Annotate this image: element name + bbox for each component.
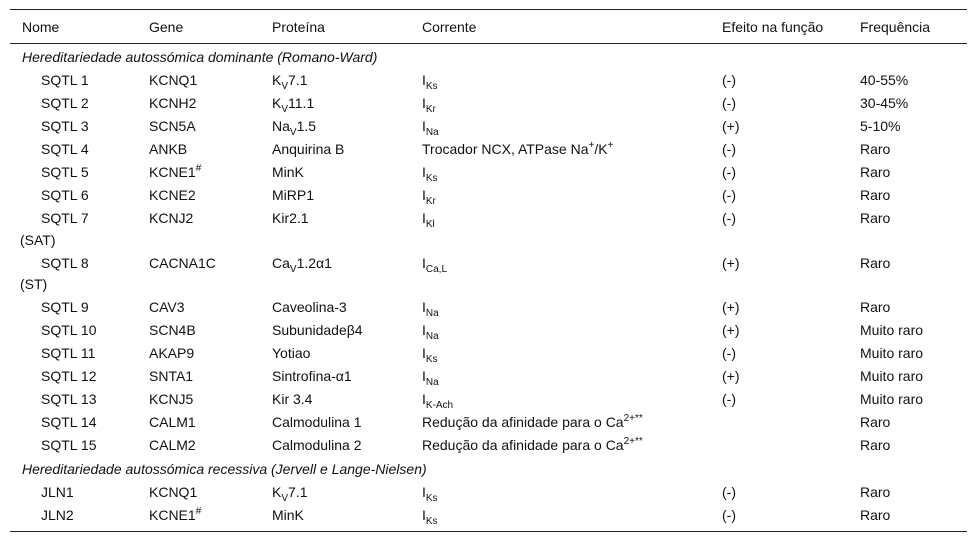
cell-proteina: Calmodulina 2 (272, 437, 362, 453)
table-top-rule (10, 9, 967, 10)
table-row (0, 94, 976, 117)
cell-gene: ANKB (149, 141, 188, 157)
cell-nome: SQTL 12 (41, 368, 97, 384)
cell-proteina: $K_V7.1$ (272, 484, 308, 504)
table-row (0, 140, 976, 163)
cell-nome: SQTL 14 (41, 414, 97, 430)
cell-nome: SQTL 9 (41, 299, 89, 315)
cell-proteina: MinK (272, 164, 304, 180)
table-row (0, 436, 976, 459)
cell-efeito: (-) (722, 210, 736, 226)
table-row (0, 390, 976, 413)
table-row (0, 483, 976, 506)
cell-corrente: $I_{Kr}$ (422, 187, 436, 207)
cell-frequencia: Raro (860, 141, 891, 157)
cell-frequencia: Raro (860, 507, 891, 523)
cell-efeito: (-) (722, 164, 736, 180)
cell-corrente: $I_{Na}$ (422, 299, 439, 319)
cell-proteina: Subunidadeβ4 (272, 322, 363, 338)
table-row (0, 71, 976, 94)
cell-frequencia: Raro (860, 210, 891, 226)
cell-proteina: Kir 3.4 (272, 391, 313, 407)
cell-corrente: $I_{Ca,L}$ (422, 255, 448, 275)
section-heading-recessive: Hereditariedade autossómica recessiva (Jervell e Lange-Nielsen) (22, 461, 427, 477)
cell-proteina: Calmodulina 1 (272, 414, 362, 430)
table-header-rule (10, 43, 967, 44)
cell-gene: CACNA1C (149, 255, 216, 271)
cell-frequencia: Raro (860, 414, 891, 430)
table-row (0, 413, 976, 436)
cell-proteina: Anquirina B (272, 141, 345, 157)
cell-proteina: $Ca_V1.2\alpha 1$ (272, 255, 332, 275)
cell-efeito: (-) (722, 507, 736, 523)
cell-frequencia: Muito raro (860, 322, 924, 338)
cell-efeito: (+) (722, 255, 740, 271)
cell-gene: SCN4B (149, 322, 196, 338)
cell-gene: SCN5A (149, 118, 196, 134)
header-gene: Gene (149, 19, 184, 35)
cell-nome-note: (SAT) (20, 232, 56, 248)
cell-efeito: (+) (722, 368, 740, 384)
header-frequencia: Frequência (860, 19, 931, 35)
cell-gene: KCNJ2 (149, 210, 194, 226)
cell-nome: SQTL 11 (41, 345, 96, 361)
cell-gene: AKAP9 (149, 345, 195, 361)
cell-nome: SQTL 1 (41, 72, 89, 88)
cell-corrente: $I_{Ks}$ (422, 484, 438, 504)
cell-corrente: Redução da afinidade para o $Ca^{2+**}$ (422, 413, 643, 430)
cell-corrente: $I_{Ks}$ (422, 345, 438, 365)
table-row (0, 163, 976, 186)
cell-gene: KCNQ1 (149, 484, 198, 500)
cell-efeito: (-) (722, 95, 736, 111)
cell-proteina: $K_V11.1$ (272, 95, 315, 115)
cell-proteina: $Na_V1.5$ (272, 118, 317, 138)
cell-frequencia: 30-45% (860, 95, 909, 111)
cell-frequencia: Raro (860, 164, 891, 180)
cell-efeito: (-) (722, 141, 736, 157)
cell-efeito: (-) (722, 187, 736, 203)
table-bottom-rule (10, 531, 967, 532)
cell-frequencia: Raro (860, 437, 891, 453)
cell-gene: SNTA1 (149, 368, 194, 384)
cell-nome: SQTL 7 (41, 210, 89, 226)
cell-efeito: (-) (722, 345, 736, 361)
cell-proteina: Kir2.1 (272, 210, 309, 226)
cell-gene: KCNE1# (149, 506, 202, 523)
cell-nome: SQTL 15 (41, 437, 97, 453)
cell-efeito: (-) (722, 72, 736, 88)
cell-nome: SQTL 5 (41, 164, 89, 180)
cell-nome: SQTL 4 (41, 141, 89, 157)
cell-corrente: $I_{Ks}$ (422, 507, 438, 527)
header-proteina: Proteína (272, 19, 325, 35)
cell-corrente: Trocador NCX, ATPase Na+/K+ (422, 140, 614, 157)
cell-nome: SQTL 2 (41, 95, 89, 111)
cell-frequencia: Raro (860, 484, 891, 500)
cell-proteina: Sintrofina-α1 (272, 368, 352, 384)
cell-gene: KCNH2 (149, 95, 197, 111)
header-efeito: Efeito na função (722, 19, 824, 35)
cell-frequencia: Raro (860, 255, 891, 271)
cell-nome: SQTL 13 (41, 391, 97, 407)
cell-corrente: $I_{Ks}$ (422, 164, 438, 184)
cell-proteina: MiRP1 (272, 187, 315, 203)
cell-gene: CAV3 (149, 299, 185, 315)
cell-frequencia: Muito raro (860, 391, 924, 407)
table-row (0, 209, 976, 232)
table-row (0, 254, 976, 277)
cell-frequencia: 40-55% (860, 72, 909, 88)
cell-nome: JLN1 (41, 484, 74, 500)
cell-efeito: (+) (722, 118, 740, 134)
table-row (0, 321, 976, 344)
cell-gene: CALM1 (149, 414, 196, 430)
cell-corrente: $I_{Kl}$ (422, 210, 435, 230)
cell-frequencia: Muito raro (860, 345, 924, 361)
table-row (0, 298, 976, 321)
cell-proteina: Yotiao (272, 345, 311, 361)
cell-corrente: Redução da afinidade para o $Ca^{2+**}$ (422, 436, 643, 453)
cell-proteina: $K_V7.1$ (272, 72, 308, 92)
cell-corrente: $I_{Na}$ (422, 118, 439, 138)
cell-corrente: $I_{K-Ach}$ (422, 391, 454, 411)
header-corrente: Corrente (422, 19, 477, 35)
cell-corrente: $I_{Na}$ (422, 368, 439, 388)
cell-proteina: MinK (272, 507, 304, 523)
cell-efeito: (+) (722, 299, 740, 315)
cell-frequencia: Raro (860, 299, 891, 315)
cell-corrente: $I_{Na}$ (422, 322, 439, 342)
table-row (0, 367, 976, 390)
cell-proteina: Caveolina-3 (272, 299, 347, 315)
cell-nome: SQTL 6 (41, 187, 89, 203)
cell-nome: SQTL 3 (41, 118, 89, 134)
cell-gene: KCNQ1 (149, 72, 198, 88)
cell-nome: SQTL 8 (41, 255, 89, 271)
cell-frequencia: 5-10% (860, 118, 901, 134)
cell-nome: SQTL 10 (41, 322, 97, 338)
cell-frequencia: Muito raro (860, 368, 924, 384)
cell-gene: KCNE2 (149, 187, 196, 203)
cell-gene: KCNE1# (149, 163, 202, 180)
cell-efeito: (-) (722, 391, 736, 407)
cell-corrente: $I_{Kr}$ (422, 95, 436, 115)
table-row (0, 506, 976, 529)
section-heading-dominant: Hereditariedade autossómica dominante (Romano-Ward) (22, 49, 378, 65)
header-nome: Nome (22, 19, 60, 35)
table-header-row (0, 18, 976, 41)
cell-nome: JLN2 (41, 507, 74, 523)
cell-corrente: $I_{Ks}$ (422, 72, 438, 92)
table-row (0, 117, 976, 140)
cell-efeito: (+) (722, 322, 740, 338)
table-row (0, 186, 976, 209)
cell-gene: CALM2 (149, 437, 196, 453)
cell-gene: KCNJ5 (149, 391, 194, 407)
cell-frequencia: Raro (860, 187, 891, 203)
cell-nome-note: (ST) (20, 276, 48, 292)
cell-efeito: (-) (722, 484, 736, 500)
table-row (0, 344, 976, 367)
